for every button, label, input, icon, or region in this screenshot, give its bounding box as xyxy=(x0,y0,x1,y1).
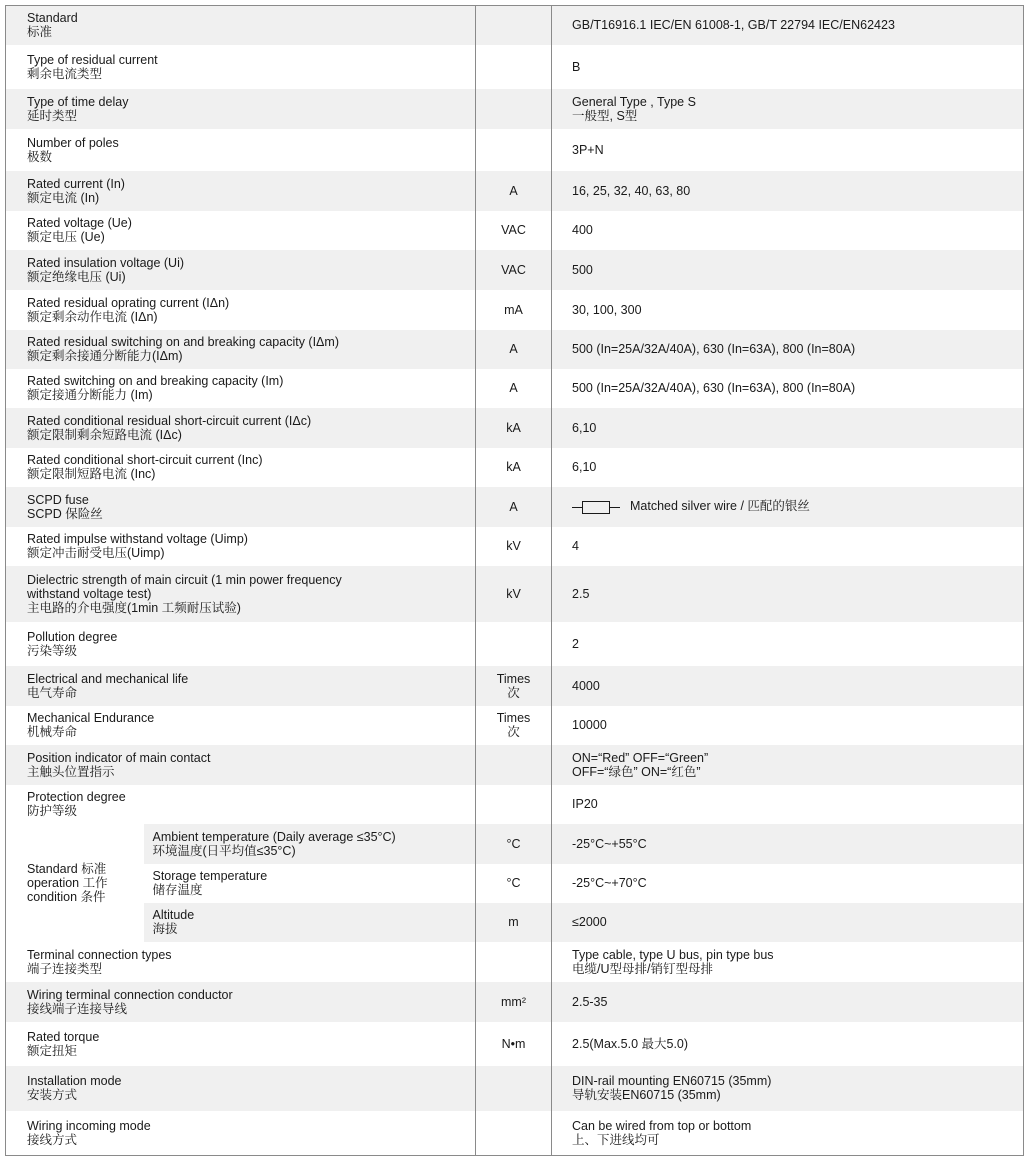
param-cell: Rated insulation voltage (Ui) 额定绝缘电压 (Ui) xyxy=(6,250,476,290)
value-cell: Matched silver wire / 匹配的银丝 xyxy=(552,487,1024,527)
table-row xyxy=(6,129,1024,171)
param-cell: Wiring terminal connection conductor 接线端子连接导线 xyxy=(6,982,476,1022)
unit-cell: kV xyxy=(476,527,552,566)
unit-cell: mm² xyxy=(476,982,552,1022)
param-cell: Wiring incoming mode 接线方式 xyxy=(6,1111,476,1156)
unit-cell: A xyxy=(476,171,552,211)
value-cell: -25°C~+70°C xyxy=(552,864,1024,903)
param-cell: Rated current (In) 额定电流 (In) xyxy=(6,171,476,211)
unit-cell: °C xyxy=(476,864,552,903)
unit-cell: Times 次 xyxy=(476,666,552,706)
value-cell: GB/T16916.1 IEC/EN 61008-1, GB/T 22794 IEC/EN62423 xyxy=(552,6,1024,45)
unit-cell: kV xyxy=(476,566,552,622)
param-cell: Terminal connection types 端子连接类型 xyxy=(6,942,476,982)
unit-cell: VAC xyxy=(476,211,552,250)
param-cell: Type of residual current 剩余电流类型 xyxy=(6,45,476,89)
unit-cell xyxy=(476,622,552,666)
table-row xyxy=(6,1066,1024,1111)
table-row xyxy=(6,824,1024,864)
unit-cell: m xyxy=(476,903,552,942)
param-cell: SCPD fuse SCPD 保险丝 xyxy=(6,487,476,527)
unit-cell xyxy=(476,45,552,89)
value-cell: Type cable, type U bus, pin type bus 电缆/U型母排/销钉型母排 xyxy=(552,942,1024,982)
table-row xyxy=(6,369,1024,408)
unit-cell: kA xyxy=(476,448,552,487)
param-cell: Type of time delay 延时类型 xyxy=(6,89,476,129)
param-cell: Dielectric strength of main circuit (1 min power frequency withstand voltage test) 主电路的介电强度(1min 工频耐压试验) xyxy=(6,566,476,622)
param-cell: Number of poles 极数 xyxy=(6,129,476,171)
unit-cell: mA xyxy=(476,290,552,330)
table-row xyxy=(6,171,1024,211)
unit-cell xyxy=(476,942,552,982)
value-cell: 6,10 xyxy=(552,448,1024,487)
table-row xyxy=(6,566,1024,622)
unit-cell xyxy=(476,745,552,785)
unit-cell: Times 次 xyxy=(476,706,552,745)
param-cell: Pollution degree 污染等级 xyxy=(6,622,476,666)
value-cell: -25°C~+55°C xyxy=(552,824,1024,864)
table-row xyxy=(6,45,1024,89)
table-row xyxy=(6,942,1024,982)
unit-cell xyxy=(476,6,552,45)
unit-cell: °C xyxy=(476,824,552,864)
unit-cell: N•m xyxy=(476,1022,552,1066)
value-cell: 2.5(Max.5.0 最大5.0) xyxy=(552,1022,1024,1066)
table-row xyxy=(6,666,1024,706)
unit-cell xyxy=(476,785,552,824)
value-cell: 10000 xyxy=(552,706,1024,745)
param-cell: Altitude 海拔 xyxy=(144,903,476,942)
table-row xyxy=(6,622,1024,666)
table-row xyxy=(6,211,1024,250)
table-row xyxy=(6,903,1024,942)
value-cell: 400 xyxy=(552,211,1024,250)
value-cell: 500 xyxy=(552,250,1024,290)
unit-cell: A xyxy=(476,369,552,408)
value-cell: Can be wired from top or bottom 上、下进线均可 xyxy=(552,1111,1024,1156)
table-row xyxy=(6,6,1024,45)
value-cell: 2 xyxy=(552,622,1024,666)
param-cell: Rated residual switching on and breaking capacity (IΔm) 额定剩余接通分断能力(IΔm) xyxy=(6,330,476,369)
unit-cell xyxy=(476,1066,552,1111)
param-cell: Standard 标准 xyxy=(6,6,476,45)
value-cell: 30, 100, 300 xyxy=(552,290,1024,330)
value-cell: 6,10 xyxy=(552,408,1024,448)
param-cell: Protection degree 防护等级 xyxy=(6,785,476,824)
table-row xyxy=(6,408,1024,448)
param-cell: Position indicator of main contact 主触头位置指示 xyxy=(6,745,476,785)
value-cell: IP20 xyxy=(552,785,1024,824)
value-cell: DIN-rail mounting EN60715 (35mm) 导轨安装EN60715 (35mm) xyxy=(552,1066,1024,1111)
standard-operation-condition-label: Standard 标准 operation 工作 condition 条件 xyxy=(6,824,144,942)
table-row xyxy=(6,745,1024,785)
param-cell: Storage temperature 储存温度 xyxy=(144,864,476,903)
value-cell: 16, 25, 32, 40, 63, 80 xyxy=(552,171,1024,211)
param-cell: Rated impulse withstand voltage (Uimp) 额定冲击耐受电压(Uimp) xyxy=(6,527,476,566)
value-cell: B xyxy=(552,45,1024,89)
unit-cell xyxy=(476,89,552,129)
value-cell: 2.5 xyxy=(552,566,1024,622)
table-row xyxy=(6,527,1024,566)
table-row xyxy=(6,487,1024,527)
table-row xyxy=(6,250,1024,290)
table-row xyxy=(6,330,1024,369)
table-row xyxy=(6,864,1024,903)
unit-cell: A xyxy=(476,330,552,369)
unit-cell: A xyxy=(476,487,552,527)
table-row xyxy=(6,706,1024,745)
value-cell: ≤2000 xyxy=(552,903,1024,942)
value-cell: 500 (In=25A/32A/40A), 630 (In=63A), 800 (In=80A) xyxy=(552,369,1024,408)
value-cell: 3P+N xyxy=(552,129,1024,171)
unit-cell xyxy=(476,1111,552,1156)
value-cell: General Type , Type S 一般型, S型 xyxy=(552,89,1024,129)
param-cell: Rated conditional residual short-circuit current (IΔc) 额定限制剩余短路电流 (IΔc) xyxy=(6,408,476,448)
param-cell: Electrical and mechanical life 电气寿命 xyxy=(6,666,476,706)
param-cell: Rated conditional short-circuit current (Inc) 额定限制短路电流 (Inc) xyxy=(6,448,476,487)
spec-table xyxy=(5,5,1024,1156)
table-row xyxy=(6,290,1024,330)
value-cell: 2.5-35 xyxy=(552,982,1024,1022)
table-row xyxy=(6,982,1024,1022)
param-cell: Rated switching on and breaking capacity (Im) 额定接通分断能力 (Im) xyxy=(6,369,476,408)
unit-cell xyxy=(476,129,552,171)
value-cell: 4 xyxy=(552,527,1024,566)
value-cell: 500 (In=25A/32A/40A), 630 (In=63A), 800 (In=80A) xyxy=(552,330,1024,369)
param-cell: Rated residual oprating current (IΔn) 额定剩余动作电流 (IΔn) xyxy=(6,290,476,330)
table-row xyxy=(6,89,1024,129)
value-cell: ON=“Red” OFF=“Green” OFF=“绿色” ON=“红色” xyxy=(552,745,1024,785)
unit-cell: kA xyxy=(476,408,552,448)
param-cell: Rated torque 额定扭矩 xyxy=(6,1022,476,1066)
param-cell: Ambient temperature (Daily average ≤35°C) 环境温度(日平均值≤35°C) xyxy=(144,824,476,864)
table-row xyxy=(6,1111,1024,1156)
param-cell: Mechanical Endurance 机械寿命 xyxy=(6,706,476,745)
fuse-icon xyxy=(572,501,620,514)
table-row xyxy=(6,785,1024,824)
param-cell: Installation mode 安装方式 xyxy=(6,1066,476,1111)
unit-cell: VAC xyxy=(476,250,552,290)
table-row xyxy=(6,448,1024,487)
table-row xyxy=(6,1022,1024,1066)
param-cell: Rated voltage (Ue) 额定电压 (Ue) xyxy=(6,211,476,250)
value-cell: 4000 xyxy=(552,666,1024,706)
